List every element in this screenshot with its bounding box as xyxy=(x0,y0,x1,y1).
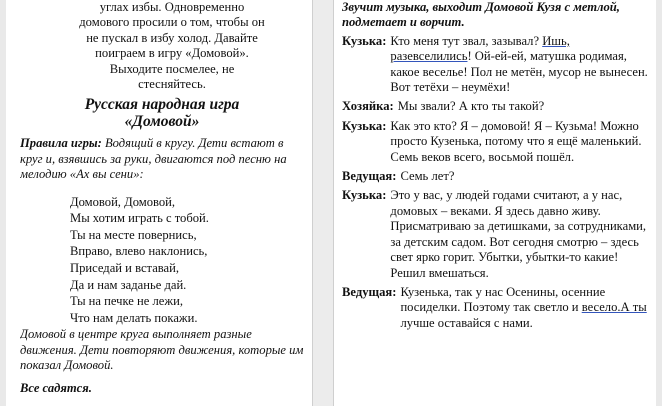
song-lyrics xyxy=(20,195,304,328)
dialogue-line xyxy=(342,285,648,331)
stage-direction: Звучит музыка, выходит Домовой Кузя с метлой, подметает и ворчит. xyxy=(342,0,620,30)
rules-label: Правила игры: xyxy=(20,136,102,151)
speaker-name: Кузька: xyxy=(342,118,387,133)
speech-part: ! Ой-ей-ей, матушка родимая, какое веселье! Пол не метён, мусор не вынесен. Вот тетёхи – неумёхи! xyxy=(390,49,648,95)
speech-text: Это у вас, у людей годами считают, а у нас, домовых – веками. Я здесь давно живу. Присматриваю за детишками, за сотрудниками, за детским садом. Вот сегодня смотрю – здесь свет ярко горит. Убытки, убытки-то какие! Решил вмешаться. xyxy=(390,188,647,280)
left-margin xyxy=(0,0,6,406)
lyric-line: Ты на печке не лежи, xyxy=(70,294,183,309)
speaker-name: Кузька: xyxy=(342,33,387,48)
lyric-line: Мы хотим играть с тобой. xyxy=(70,211,209,226)
closing-note: Все садятся. xyxy=(20,380,92,395)
rules-paragraph xyxy=(20,136,304,182)
speech-part: Кто меня тут звал, зазывал? xyxy=(390,33,543,48)
game-description: Домовой в центре круга выполняет разные движения. Дети повторяют движения, которые им показал Домовой. xyxy=(20,327,304,373)
dialogue-line xyxy=(342,188,648,280)
speaker-name: Хозяйка: xyxy=(342,99,394,114)
dialogue-line xyxy=(342,99,648,114)
lyric-line: Да и нам заданье дай. xyxy=(70,277,187,292)
speech-text: Как это кто? Я – домовой! Я – Кузьма! Можно просто Кузенька, потому что я ещё маленький. Семь веков всего, восьмой пошёл. xyxy=(390,118,642,164)
lyric-line: Вправо, влево наклонись, xyxy=(70,244,208,259)
spellcheck-underlined-text: Ишь, разевселились xyxy=(390,33,570,64)
right-margin xyxy=(656,0,662,406)
speech-text: Семь лет? xyxy=(400,169,455,184)
lyric-line: Ты на месте повернись, xyxy=(70,227,197,242)
intro-line: не пускал в избу холод. Давайте xyxy=(86,30,258,45)
speech-part: лучше оставайся с нами. xyxy=(400,315,533,330)
dialogue-line xyxy=(342,119,648,165)
dialogue-line xyxy=(342,34,648,96)
speaker-name: Кузька: xyxy=(342,188,387,203)
dialogue-line xyxy=(342,169,648,184)
speech-text xyxy=(390,34,648,96)
lyric-line: Домовой, Домовой, xyxy=(70,194,176,209)
intro-line: Выходите посмелее, не xyxy=(109,61,235,76)
rules-text: Водящий в кругу. Дети встают в круг и, взявшись за руки, двигаются под песню на мелодию «Ах вы сени»: xyxy=(20,136,287,182)
speaker-name: Ведущая: xyxy=(342,169,397,184)
intro-line: поиграем в игру «Домовой». xyxy=(95,46,249,61)
lyric-line: Приседай и вставай, xyxy=(70,261,180,276)
right-page xyxy=(342,0,648,406)
spellcheck-underlined-text: весело.А ты xyxy=(581,300,647,315)
speech-text: Мы звали? А кто ты такой? xyxy=(397,99,545,114)
game-title-line2: «Домовой» xyxy=(124,112,200,130)
intro-block xyxy=(20,0,304,92)
speech-part: Кузенька, так у нас Осенины, осенние посиделки. Поэтому так светло и xyxy=(400,284,606,315)
speech-text xyxy=(400,285,648,331)
speaker-name: Ведущая: xyxy=(342,284,397,299)
intro-line: домового просили о том, чтобы он xyxy=(79,15,265,30)
left-page xyxy=(20,0,304,406)
lyric-line: Что нам делать покажи. xyxy=(70,310,198,325)
intro-line: углах избы. Одновременно xyxy=(99,0,245,14)
intro-line: стесняйтесь. xyxy=(138,77,206,92)
page-gap xyxy=(312,0,334,406)
game-title-line1: Русская народная игра xyxy=(84,96,240,114)
